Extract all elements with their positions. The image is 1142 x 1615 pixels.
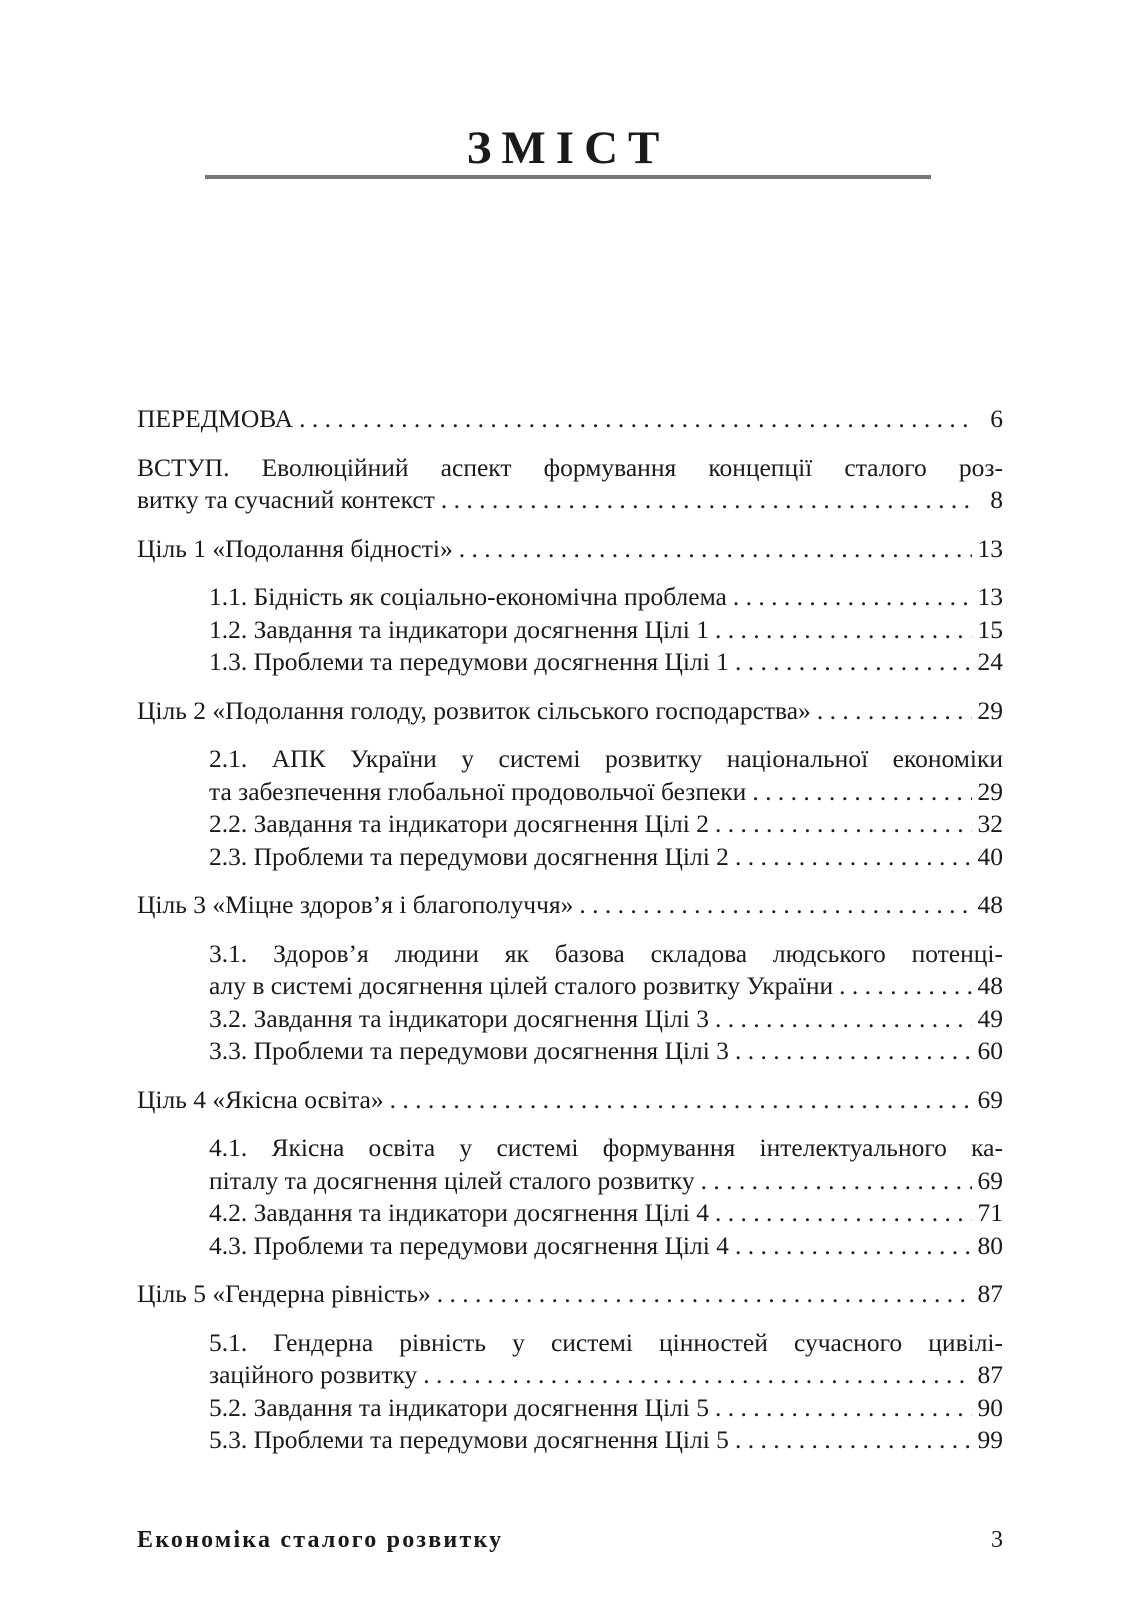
title-underline bbox=[205, 175, 931, 179]
toc-line bbox=[137, 743, 1003, 776]
toc-page-number: 32 bbox=[977, 809, 1003, 838]
dot-leader bbox=[735, 1230, 972, 1263]
toc-page-number: 13 bbox=[977, 582, 1003, 611]
toc-entry-subsection bbox=[137, 808, 1003, 841]
toc-line bbox=[137, 581, 1003, 614]
dot-leader bbox=[299, 403, 975, 436]
dot-leader bbox=[752, 776, 971, 809]
toc-entry-text: ПЕРЕДМОВА bbox=[137, 404, 294, 433]
toc-entry-subsection bbox=[137, 841, 1003, 874]
toc-entry-text: 4.2. Завдання та індикатори досягнення Цілі 4 bbox=[209, 1198, 709, 1227]
toc-entry-subsection bbox=[137, 1230, 1003, 1263]
toc-entry-text: заційного розвитку bbox=[209, 1360, 418, 1389]
page-number: 3 bbox=[991, 1527, 1003, 1553]
toc-entry-subsection bbox=[137, 1132, 1003, 1197]
dot-leader bbox=[459, 533, 972, 566]
toc-line bbox=[137, 776, 1003, 809]
toc-page-number: 29 bbox=[977, 695, 1003, 725]
dot-leader bbox=[839, 970, 971, 1003]
toc-entry-text: алу в системі досягнення цілей сталого розвитку України bbox=[209, 971, 834, 1000]
toc-entry-subsection bbox=[137, 581, 1003, 614]
toc-line bbox=[137, 938, 1003, 971]
toc-line bbox=[137, 614, 1003, 647]
toc-page-number: 48 bbox=[977, 890, 1003, 919]
toc-entry-section bbox=[137, 1278, 1003, 1311]
table-of-contents bbox=[137, 403, 1003, 1457]
toc-entry-subsection bbox=[137, 646, 1003, 679]
toc-page-number: 24 bbox=[977, 647, 1003, 676]
toc-entry-text: 4.1. Якісна освіта у системі формування інтелектуального ка- bbox=[209, 1133, 1003, 1162]
toc-entry-text: Ціль 5 «Гендерна рівність» bbox=[137, 1279, 431, 1308]
dot-leader bbox=[579, 889, 971, 922]
toc-entry-text: 3.1. Здоров’я людини як базова складова людського потенці- bbox=[209, 938, 1003, 968]
toc-entry-subsection bbox=[137, 1197, 1003, 1230]
dot-leader bbox=[733, 581, 972, 614]
toc-entry-text: Ціль 3 «Міцне здоров’я і благополуччя» bbox=[137, 890, 574, 919]
toc-page-number: 80 bbox=[977, 1230, 1003, 1260]
toc-entry-subsection bbox=[137, 938, 1003, 1003]
dot-leader bbox=[735, 646, 972, 679]
toc-entry-subsection bbox=[137, 1327, 1003, 1392]
toc-line bbox=[137, 1197, 1003, 1230]
toc-page-number: 49 bbox=[977, 1003, 1003, 1033]
toc-page-number: 40 bbox=[977, 841, 1003, 871]
page-title: ЗМІСТ bbox=[466, 122, 670, 174]
dot-leader bbox=[390, 1084, 972, 1117]
toc-entry-text: 2.3. Проблеми та передумови досягнення Цілі 2 bbox=[209, 841, 729, 871]
dot-leader bbox=[423, 1359, 971, 1392]
toc-entry-section bbox=[137, 1084, 1003, 1117]
toc-line bbox=[137, 808, 1003, 841]
toc-line bbox=[137, 1165, 1003, 1198]
toc-page-number: 87 bbox=[977, 1279, 1003, 1308]
dot-leader bbox=[441, 484, 975, 517]
toc-line bbox=[137, 646, 1003, 679]
toc-entry-subsection bbox=[137, 1035, 1003, 1068]
toc-page-number: 69 bbox=[977, 1084, 1003, 1114]
toc-entry-text: 2.2. Завдання та індикатори досягнення Цілі 2 bbox=[209, 809, 709, 838]
running-footer-title: Економіка сталого розвитку bbox=[137, 1527, 504, 1553]
dot-leader bbox=[437, 1278, 972, 1311]
dot-leader bbox=[715, 614, 972, 647]
toc-line bbox=[137, 889, 1003, 922]
dot-leader bbox=[817, 695, 972, 728]
toc-entry-section bbox=[137, 452, 1003, 517]
toc-entry-text: 1.1. Бідність як соціально-економічна проблема bbox=[209, 582, 727, 611]
toc-line bbox=[137, 484, 1003, 517]
toc-page-number: 60 bbox=[977, 1036, 1003, 1065]
toc-page-number: 90 bbox=[977, 1392, 1003, 1422]
toc-entry-text: 3.3. Проблеми та передумови досягнення Цілі 3 bbox=[209, 1036, 729, 1065]
toc-entry-text: Ціль 2 «Подолання голоду, розвиток сільського господарства» bbox=[137, 695, 811, 725]
toc-page-number: 13 bbox=[977, 533, 1003, 563]
toc-entry-section bbox=[137, 533, 1003, 566]
toc-entry-text: Ціль 1 «Подолання бідності» bbox=[137, 533, 453, 563]
toc-page-number: 71 bbox=[977, 1198, 1003, 1227]
toc-line bbox=[137, 403, 1003, 436]
toc-line bbox=[137, 1327, 1003, 1360]
toc-entry-section bbox=[137, 889, 1003, 922]
toc-line bbox=[137, 695, 1003, 728]
toc-line bbox=[137, 1278, 1003, 1311]
toc-entry-subsection bbox=[137, 1392, 1003, 1425]
toc-entry-text: та забезпечення глобальної продовольчої безпеки bbox=[209, 776, 747, 806]
toc-line bbox=[137, 533, 1003, 566]
toc-line bbox=[137, 1424, 1003, 1457]
toc-entry-subsection bbox=[137, 743, 1003, 808]
toc-entry-text: 5.1. Гендерна рівність у системі цінностей сучасного цивілі- bbox=[209, 1327, 1003, 1357]
toc-page-number: 29 bbox=[977, 776, 1003, 806]
toc-page-number: 69 bbox=[977, 1165, 1003, 1195]
page-footer bbox=[137, 1527, 1003, 1554]
toc-line bbox=[137, 1230, 1003, 1263]
toc-entry-text: 5.2. Завдання та індикатори досягнення Цілі 5 bbox=[209, 1392, 709, 1422]
toc-page-number: 6 bbox=[990, 404, 1003, 433]
dot-leader bbox=[735, 1424, 972, 1457]
toc-entry-text: піталу та досягнення цілей сталого розвитку bbox=[209, 1165, 695, 1195]
toc-entry-text: витку та сучасний контекст bbox=[137, 485, 435, 514]
toc-entry-text: 3.2. Завдання та індикатори досягнення Цілі 3 bbox=[209, 1003, 709, 1033]
dot-leader bbox=[701, 1165, 972, 1198]
dot-leader bbox=[715, 1197, 972, 1230]
toc-line bbox=[137, 1359, 1003, 1392]
toc-line bbox=[137, 1132, 1003, 1165]
toc-entry-text: 5.3. Проблеми та передумови досягнення Цілі 5 bbox=[209, 1425, 729, 1454]
toc-page-number: 87 bbox=[977, 1360, 1003, 1389]
toc-line bbox=[137, 1084, 1003, 1117]
toc-page-number: 99 bbox=[977, 1425, 1003, 1454]
toc-page-number: 48 bbox=[977, 971, 1003, 1000]
dot-leader bbox=[715, 1392, 972, 1425]
toc-entry-subsection bbox=[137, 1424, 1003, 1457]
toc-entry-text: 1.3. Проблеми та передумови досягнення Цілі 1 bbox=[209, 647, 729, 676]
toc-line bbox=[137, 970, 1003, 1003]
dot-leader bbox=[715, 1003, 972, 1036]
toc-line bbox=[137, 452, 1003, 485]
dot-leader bbox=[735, 1035, 972, 1068]
toc-entry-section bbox=[137, 403, 1003, 436]
toc-entry-text: ВСТУП. Еволюційний аспект формування концепції сталого роз- bbox=[137, 452, 1003, 482]
toc-page-number: 8 bbox=[990, 485, 1003, 514]
toc-entry-text: 4.3. Проблеми та передумови досягнення Цілі 4 bbox=[209, 1230, 729, 1260]
toc-entry-section bbox=[137, 695, 1003, 728]
dot-leader bbox=[715, 808, 972, 841]
toc-entry-text: Ціль 4 «Якісна освіта» bbox=[137, 1084, 384, 1114]
toc-line bbox=[137, 1392, 1003, 1425]
toc-line bbox=[137, 1035, 1003, 1068]
toc-entry-text: 1.2. Завдання та індикатори досягнення Цілі 1 bbox=[209, 614, 709, 644]
toc-entry-subsection bbox=[137, 614, 1003, 647]
toc-entry-subsection bbox=[137, 1003, 1003, 1036]
toc-entry-text: 2.1. АПК України у системі розвитку національної економіки bbox=[209, 744, 1003, 773]
toc-line bbox=[137, 841, 1003, 874]
dot-leader bbox=[735, 841, 972, 874]
toc-page-number: 15 bbox=[977, 614, 1003, 644]
toc-line bbox=[137, 1003, 1003, 1036]
